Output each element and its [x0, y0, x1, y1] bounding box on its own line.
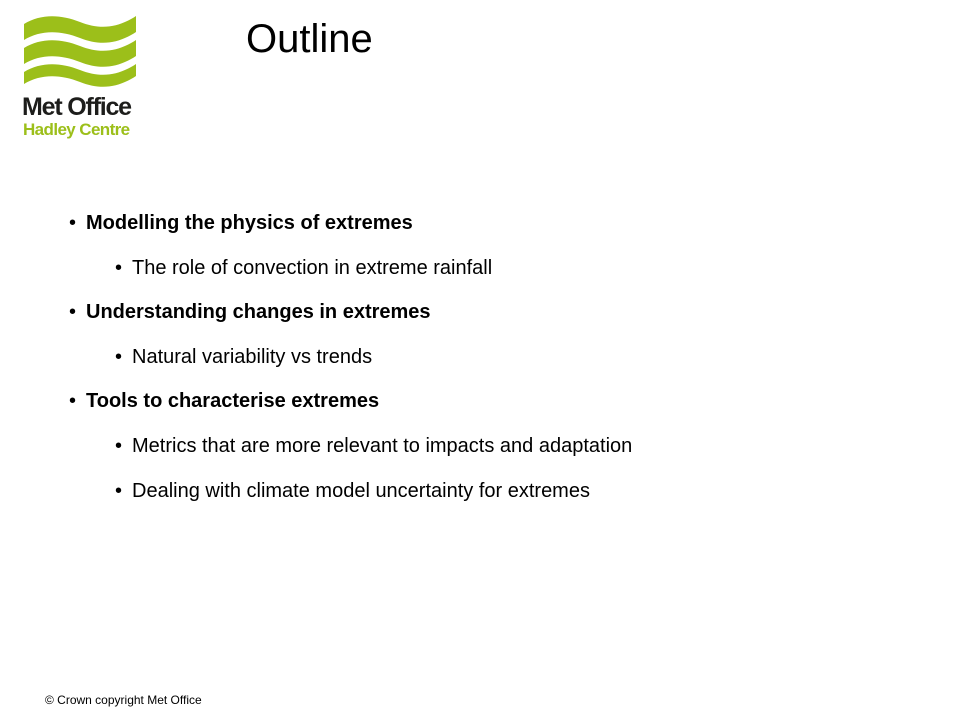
bullet-text: Tools to characterise extremes	[86, 390, 380, 412]
bullet-icon: •	[115, 480, 123, 502]
bullet-icon: •	[115, 346, 123, 368]
bullet-icon: •	[69, 390, 77, 412]
bullet-text: Modelling the physics of extremes	[86, 212, 413, 234]
logo-subname: Hadley Centre	[23, 120, 130, 139]
logo-name: Met Office	[22, 93, 131, 121]
bullet-text: Understanding changes in extremes	[86, 301, 431, 323]
bullet-icon: •	[115, 257, 123, 279]
slide-title: Outline	[246, 17, 373, 61]
bullet-text: Metrics that are more relevant to impacts and adaptation	[132, 435, 633, 457]
bullet-icon: •	[69, 301, 77, 323]
bullet-icon: •	[69, 212, 77, 234]
bullet-text: Dealing with climate model uncertainty for extremes	[132, 480, 590, 502]
copyright-footer: © Crown copyright Met Office	[45, 693, 202, 707]
bullet-icon: •	[115, 435, 123, 457]
bullet-text: The role of convection in extreme rainfall	[132, 257, 493, 279]
bullet-text: Natural variability vs trends	[132, 346, 373, 368]
